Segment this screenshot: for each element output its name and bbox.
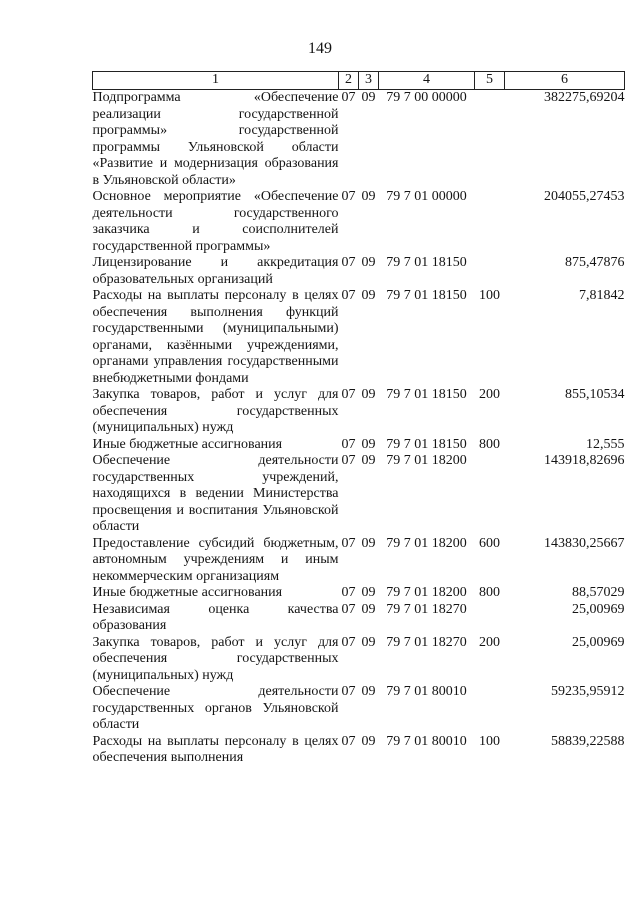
row-target-article: 79 7 01 18270 <box>386 601 467 617</box>
row-amount: 88,57029 <box>572 585 625 600</box>
row-amount: 855,10534 <box>565 387 625 402</box>
table-row <box>93 189 625 255</box>
row-section: 07 <box>341 535 356 551</box>
row-target-article: 79 7 01 18200 <box>386 535 467 551</box>
row-subsection: 09 <box>361 436 376 452</box>
row-name: Основное мероприятие «Обеспечение деятельности государственного заказчика и соисполнителей государственной программы» <box>92 189 339 254</box>
row-expense-type <box>475 90 505 190</box>
row-subsection: 09 <box>361 189 376 204</box>
header-col-amount: 6 <box>505 72 625 90</box>
row-amount: 12,555 <box>586 436 625 452</box>
row-subsection: 09 <box>361 387 376 402</box>
row-name: Обеспечение деятельности государственных органов Ульяновской области <box>92 684 339 732</box>
row-subsection: 09 <box>361 255 376 270</box>
row-name: Подпрограмма «Обеспечение реализации государственной программы» государственной программы Ульяновской области «Развитие и модернизация образования в Ульяновской области» <box>92 90 339 188</box>
row-expense-type: 200 <box>479 387 500 402</box>
row-target-article: 79 7 00 00000 <box>386 90 467 105</box>
row-section: 07 <box>341 733 356 749</box>
header-col-csr: 4 <box>379 72 475 90</box>
row-name: Иные бюджетные ассигнования <box>92 436 283 452</box>
row-expense-type: 200 <box>479 634 500 650</box>
row-target-article: 79 7 01 80010 <box>386 684 467 699</box>
row-section: 07 <box>341 189 356 204</box>
table-row <box>93 585 625 602</box>
row-expense-type <box>475 602 505 635</box>
row-name: Обеспечение деятельности государственных учреждений, находящихся в ведении Министерства просвещения и воспитания Ульяновской области <box>92 453 339 534</box>
row-amount: 7,81842 <box>579 288 625 303</box>
row-target-article: 79 7 01 18150 <box>386 387 467 402</box>
row-expense-type: 100 <box>479 733 500 749</box>
row-name: Расходы на выплаты персоналу в целях обеспечения выполнения функций государственными (муниципальными) органами, казёнными учреждениями, органами управления государственными внебюджетными фондами <box>92 288 339 386</box>
row-name: Расходы на выплаты персоналу в целях обеспечения выполнения <box>92 733 339 765</box>
row-amount: 59235,95912 <box>551 684 625 699</box>
row-amount: 58839,22588 <box>551 733 625 749</box>
table-row <box>93 602 625 635</box>
row-target-article: 79 7 01 80010 <box>386 733 467 749</box>
header-row <box>93 72 625 90</box>
table-row <box>93 453 625 536</box>
row-target-article: 79 7 01 18200 <box>386 585 467 600</box>
row-expense-type: 800 <box>479 436 500 452</box>
row-subsection: 09 <box>361 585 376 600</box>
header-col-rz: 2 <box>339 72 359 90</box>
row-amount: 25,00969 <box>572 634 625 650</box>
budget-table <box>92 71 625 767</box>
table-row <box>93 437 625 454</box>
row-target-article: 79 7 01 18150 <box>386 255 467 270</box>
row-subsection: 09 <box>361 453 376 468</box>
row-amount: 875,47876 <box>565 255 625 270</box>
row-expense-type <box>475 255 505 288</box>
row-section: 07 <box>341 601 356 617</box>
row-target-article: 79 7 01 18200 <box>386 453 467 468</box>
row-target-article: 79 7 01 18150 <box>386 436 467 452</box>
row-expense-type: 800 <box>479 585 500 600</box>
row-subsection: 09 <box>361 535 376 551</box>
row-section: 07 <box>341 255 356 270</box>
table-row <box>93 734 625 767</box>
row-section: 07 <box>341 387 356 402</box>
table-row <box>93 255 625 288</box>
row-subsection: 09 <box>361 684 376 699</box>
row-section: 07 <box>341 684 356 699</box>
row-subsection: 09 <box>361 733 376 749</box>
table-row <box>93 288 625 387</box>
row-subsection: 09 <box>361 90 376 105</box>
row-name: Лицензирование и аккредитация образовательных организаций <box>92 255 339 287</box>
row-target-article: 79 7 01 18270 <box>386 634 467 650</box>
row-name: Предоставление субсидий бюджетным, автономным учреждениям и иным некоммерческим организациям <box>92 535 339 584</box>
table-row <box>93 536 625 586</box>
row-amount: 25,00969 <box>572 601 625 617</box>
row-section: 07 <box>341 585 356 600</box>
row-name: Закупка товаров, работ и услуг для обеспечения государственных (муниципальных) нужд <box>92 387 339 435</box>
row-amount: 204055,27453 <box>544 189 625 204</box>
row-subsection: 09 <box>361 288 376 303</box>
table-row <box>93 90 625 190</box>
header-col-vr: 5 <box>475 72 505 90</box>
row-expense-type <box>475 453 505 536</box>
row-section: 07 <box>341 288 356 303</box>
row-subsection: 09 <box>361 634 376 650</box>
row-expense-type: 100 <box>479 288 500 303</box>
row-section: 07 <box>341 634 356 650</box>
row-target-article: 79 7 01 18150 <box>386 288 467 303</box>
row-section: 07 <box>341 90 356 105</box>
table-row <box>93 684 625 734</box>
row-target-article: 79 7 01 00000 <box>386 189 467 204</box>
row-name: Закупка товаров, работ и услуг для обеспечения государственных (муниципальных) нужд <box>92 634 339 683</box>
row-expense-type <box>475 189 505 255</box>
row-amount: 382275,69204 <box>544 90 625 105</box>
header-col-pr: 3 <box>359 72 379 90</box>
row-name: Независимая оценка качества образования <box>92 601 339 633</box>
table-row <box>93 387 625 437</box>
row-amount: 143830,25667 <box>544 535 625 551</box>
row-expense-type: 600 <box>479 535 500 551</box>
row-name: Иные бюджетные ассигнования <box>92 585 283 600</box>
row-expense-type <box>475 684 505 734</box>
row-section: 07 <box>341 453 356 468</box>
header-col-name: 1 <box>93 72 339 90</box>
page-number: 149 <box>308 40 332 57</box>
table-row <box>93 635 625 685</box>
row-subsection: 09 <box>361 601 376 617</box>
row-section: 07 <box>341 436 356 452</box>
row-amount: 143918,82696 <box>544 453 625 468</box>
